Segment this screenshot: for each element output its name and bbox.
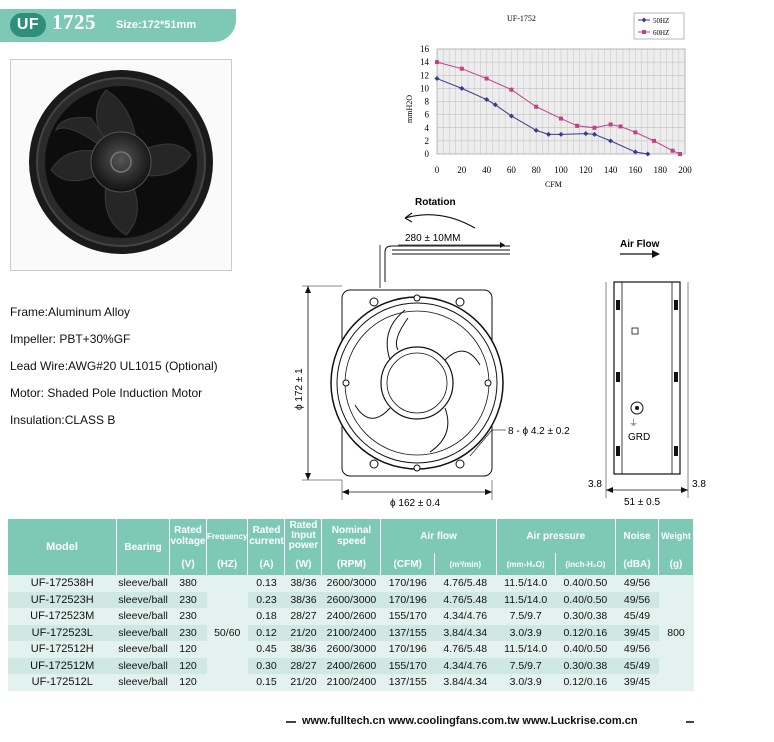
table-cell: 11.5/14.0 xyxy=(496,592,555,609)
table-cell: sleeve/ball xyxy=(117,674,170,691)
data-point xyxy=(460,67,464,71)
legend-50hz: 50HZ xyxy=(653,17,670,25)
table-cell: UF-172512L xyxy=(8,674,117,691)
data-point xyxy=(509,88,513,92)
table-cell: 7.5/9.7 xyxy=(496,658,555,675)
unit-rpm: (RPM) xyxy=(322,553,381,575)
table-cell: 170/196 xyxy=(381,575,434,592)
y-tick-label: 2 xyxy=(424,135,429,146)
table-cell: 0.12/0.16 xyxy=(555,674,615,691)
table-cell: 7.5/9.7 xyxy=(496,608,555,625)
unit-dba: (dBA) xyxy=(616,553,659,575)
table-row xyxy=(8,674,694,691)
rotation-label: Rotation xyxy=(415,197,456,208)
y-tick-label: 12 xyxy=(420,70,429,81)
table-cell: 0.30/0.38 xyxy=(555,658,615,675)
th-air-flow: Air flow xyxy=(381,519,496,553)
unit-g: (g) xyxy=(659,553,694,575)
spec-insulation: Insulation:CLASS B xyxy=(10,413,116,427)
table-cell: 39/45 xyxy=(616,625,659,642)
table-cell: sleeve/ball xyxy=(117,608,170,625)
x-tick-label: 160 xyxy=(628,165,643,175)
spec-motor: Motor: Shaded Pole Induction Motor xyxy=(10,386,203,400)
data-point xyxy=(678,152,682,156)
data-point xyxy=(633,130,637,134)
table-cell: 0.45 xyxy=(248,641,285,658)
brand-logo: UF xyxy=(10,13,46,37)
table-cell: 11.5/14.0 xyxy=(496,641,555,658)
table-cell: 4.34/4.76 xyxy=(434,658,496,675)
th-rated-voltage: Rated voltage xyxy=(170,519,207,553)
size-label: Size:172*51mm xyxy=(116,19,197,31)
th-frequency: Frequency xyxy=(207,519,248,553)
depth-dimension: 51 ± 0.5 xyxy=(624,497,661,508)
data-point xyxy=(671,149,675,153)
table-cell: 39/45 xyxy=(616,674,659,691)
table-cell: 0.12 xyxy=(248,625,285,642)
table-cell: 3.84/4.34 xyxy=(434,674,496,691)
table-cell: 380 xyxy=(170,575,207,592)
table-cell: 3.0/3.9 xyxy=(496,625,555,642)
data-point xyxy=(609,122,613,126)
th-weight: Weight xyxy=(659,519,694,553)
data-point xyxy=(435,60,439,64)
data-point xyxy=(619,124,623,128)
unit-w: (W) xyxy=(285,553,322,575)
unit-cfm: (CFM) xyxy=(381,553,434,575)
th-air-pressure: Air pressure xyxy=(496,519,615,553)
th-model: Model xyxy=(8,519,117,575)
table-cell: sleeve/ball xyxy=(117,575,170,592)
unit-hz: (HZ) xyxy=(207,553,248,575)
table-cell: sleeve/ball xyxy=(117,641,170,658)
table-cell: sleeve/ball xyxy=(117,658,170,675)
table-cell: 170/196 xyxy=(381,592,434,609)
table-cell: 2400/2600 xyxy=(322,658,381,675)
header-tab xyxy=(0,0,238,42)
table-cell: 120 xyxy=(170,674,207,691)
table-cell: 0.13 xyxy=(248,575,285,592)
table-cell: 49/56 xyxy=(616,575,659,592)
y-tick-label: 4 xyxy=(424,122,429,133)
data-point xyxy=(592,126,596,130)
airflow-label: Air Flow xyxy=(620,239,660,250)
table-cell: 2400/2600 xyxy=(322,608,381,625)
table-cell: 230 xyxy=(170,625,207,642)
footer-urls: www.fulltech.cn www.coolingfans.com.tw www.Luckrise.com.cn xyxy=(302,715,638,727)
y-tick-label: 0 xyxy=(424,149,429,159)
table-cell: 4.34/4.76 xyxy=(434,608,496,625)
table-cell: 45/49 xyxy=(616,658,659,675)
spec-frame: Frame:Aluminum Alloy xyxy=(10,305,131,319)
th-bearing: Bearing xyxy=(117,519,170,575)
table-cell: 0.30/0.38 xyxy=(555,608,615,625)
table-cell: 0.30 xyxy=(248,658,285,675)
unit-mmh2o: (mm-H₂O) xyxy=(496,553,555,575)
table-cell: 230 xyxy=(170,592,207,609)
table-cell: 38/36 xyxy=(285,592,322,609)
table-cell: UF-172512H xyxy=(8,641,117,658)
th-rated-current: Rated current xyxy=(248,519,285,553)
table-cell: 2100/2400 xyxy=(322,674,381,691)
table-row xyxy=(8,575,694,592)
performance-chart xyxy=(400,5,700,190)
spec-lead-wire: Lead Wire:AWG#20 UL1015 (Optional) xyxy=(10,359,218,373)
table-cell: 2600/3000 xyxy=(322,641,381,658)
lead-length-label: 280 ± 10MM xyxy=(405,233,461,244)
chart-legend xyxy=(634,13,684,39)
table-cell: 3.84/4.34 xyxy=(434,625,496,642)
x-tick-label: 180 xyxy=(653,165,667,175)
model-number: 1725 xyxy=(52,10,96,34)
y-axis-label: mmH2O xyxy=(405,95,414,123)
th-nominal-speed: Nominal speed xyxy=(322,519,381,553)
table-cell: 0.12/0.16 xyxy=(555,625,615,642)
table-row xyxy=(8,592,694,609)
weight-cell: 800 xyxy=(659,575,694,691)
table-cell: 0.40/0.50 xyxy=(555,641,615,658)
table-cell: 21/20 xyxy=(285,674,322,691)
table-cell: 2100/2400 xyxy=(322,625,381,642)
fan-photo xyxy=(10,59,232,271)
table-cell: 45/49 xyxy=(616,608,659,625)
unit-m3min: (m³/min) xyxy=(434,553,496,575)
table-cell: 0.15 xyxy=(248,674,285,691)
data-point xyxy=(559,117,563,121)
table-cell: 230 xyxy=(170,608,207,625)
table-cell: 3.0/3.9 xyxy=(496,674,555,691)
table-cell: UF-172512M xyxy=(8,658,117,675)
table-cell: 155/170 xyxy=(381,608,434,625)
table-cell: 11.5/14.0 xyxy=(496,575,555,592)
table-cell: 2600/3000 xyxy=(322,592,381,609)
th-rated-input: Rated Input power xyxy=(285,519,322,553)
chart-title: UF-1752 xyxy=(507,14,536,23)
fan-side-view xyxy=(614,282,680,474)
unit-inchh2o: (inch-H₂O) xyxy=(555,553,615,575)
height-dimension: ϕ 172 ± 1 xyxy=(294,368,305,410)
unit-a: (A) xyxy=(248,553,285,575)
table-cell: 21/20 xyxy=(285,625,322,642)
data-point xyxy=(575,124,579,128)
table-cell: UF-172523M xyxy=(8,608,117,625)
y-tick-label: 16 xyxy=(420,44,429,54)
x-tick-label: 100 xyxy=(554,165,568,175)
flange-left-dimension: 3.8 xyxy=(588,479,602,490)
table-row xyxy=(8,658,694,675)
table-cell: 0.18 xyxy=(248,608,285,625)
unit-v: (V) xyxy=(170,553,207,575)
x-axis-label: CFM xyxy=(545,180,562,189)
table-cell: sleeve/ball xyxy=(117,592,170,609)
table-cell: 2600/3000 xyxy=(322,575,381,592)
table-cell: 4.76/5.48 xyxy=(434,575,496,592)
table-cell: 0.40/0.50 xyxy=(555,592,615,609)
table-cell: 28/27 xyxy=(285,608,322,625)
table-cell: 120 xyxy=(170,658,207,675)
y-tick-label: 6 xyxy=(424,109,429,120)
table-row xyxy=(8,641,694,658)
x-tick-label: 140 xyxy=(603,165,618,175)
y-tick-label: 14 xyxy=(420,57,429,68)
data-point xyxy=(652,139,656,143)
x-tick-label: 60 xyxy=(506,165,516,175)
table-cell: 137/155 xyxy=(381,625,434,642)
x-tick-label: 80 xyxy=(531,165,541,175)
th-noise: Noise xyxy=(616,519,659,553)
y-tick-label: 10 xyxy=(420,83,429,94)
table-cell: 28/27 xyxy=(285,658,322,675)
table-cell: UF-172538H xyxy=(8,575,117,592)
rotation-arrow-icon xyxy=(405,215,475,228)
table-cell: 4.76/5.48 xyxy=(434,592,496,609)
table-cell: sleeve/ball xyxy=(117,625,170,642)
ground-label: GRD xyxy=(628,432,651,443)
x-tick-label: 40 xyxy=(482,165,492,175)
frequency-cell: 50/60 xyxy=(207,575,248,691)
table-cell: UF-172523H xyxy=(8,592,117,609)
x-tick-label: 0 xyxy=(434,165,440,175)
x-tick-label: 20 xyxy=(457,165,467,175)
technical-drawing xyxy=(280,190,760,515)
table-cell: 49/56 xyxy=(616,641,659,658)
table-cell: 137/155 xyxy=(381,674,434,691)
table-cell: 155/170 xyxy=(381,658,434,675)
table-cell: 170/196 xyxy=(381,641,434,658)
legend-60hz: 60HZ xyxy=(653,29,670,37)
y-tick-label: 8 xyxy=(424,96,429,107)
table-cell: 0.40/0.50 xyxy=(555,575,615,592)
table-cell: 38/36 xyxy=(285,575,322,592)
table-cell: 38/36 xyxy=(285,641,322,658)
x-tick-label: 120 xyxy=(579,165,593,175)
x-tick-label: 200 xyxy=(678,165,692,175)
width-dimension: ϕ 162 ± 0.4 xyxy=(390,498,441,509)
table-cell: 0.23 xyxy=(248,592,285,609)
table-cell: 4.76/5.48 xyxy=(434,641,496,658)
svg-text:⏚: ⏚ xyxy=(629,418,639,428)
flange-right-dimension: 3.8 xyxy=(692,479,706,490)
table-cell: 120 xyxy=(170,641,207,658)
data-point xyxy=(534,105,538,109)
holes-dimension: 8 - ϕ 4.2 ± 0.2 xyxy=(508,426,570,437)
table-cell: UF-172523L xyxy=(8,625,117,642)
fan-front-view xyxy=(331,290,503,476)
table-row xyxy=(8,608,694,625)
table-cell: 49/56 xyxy=(616,592,659,609)
spec-impeller: Impeller: PBT+30%GF xyxy=(10,332,131,346)
spec-table xyxy=(8,519,694,691)
table-row xyxy=(8,625,694,642)
data-point xyxy=(485,77,489,81)
